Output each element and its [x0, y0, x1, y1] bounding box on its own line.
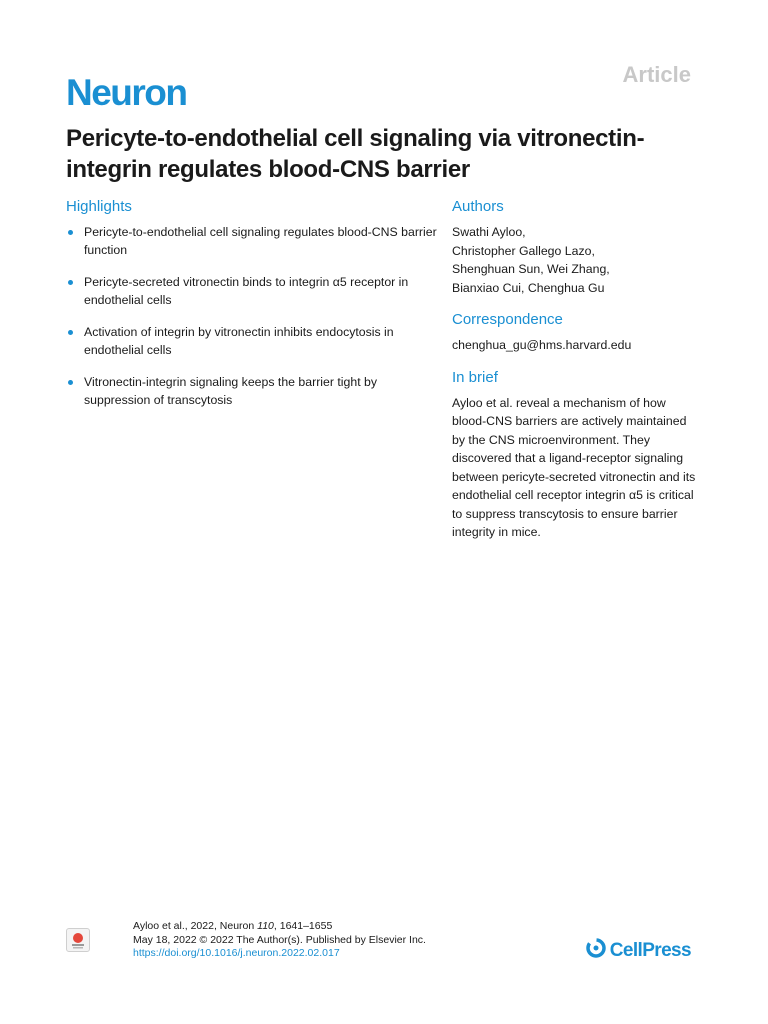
authors-section — [452, 198, 702, 297]
bullet-icon — [68, 380, 73, 385]
in-brief-section — [452, 369, 702, 542]
sidebar-column — [452, 198, 702, 556]
bullet-icon — [68, 280, 73, 285]
highlight-text: Activation of integrin by vitronectin inhibits endocytosis in endothelial cells — [84, 325, 394, 357]
highlight-item — [66, 323, 441, 359]
publisher-name: CellPress — [609, 939, 691, 961]
author-line: Shenghuan Sun, Wei Zhang, — [452, 262, 610, 276]
highlight-text: Pericyte-secreted vitronectin binds to integrin α5 receptor in endothelial cells — [84, 275, 409, 307]
highlights-section — [66, 198, 441, 423]
highlights-heading: Highlights — [66, 198, 132, 215]
authors-heading: Authors — [452, 198, 504, 215]
in-brief-text: Ayloo et al. reveal a mechanism of how blood-CNS barriers are actively maintained by the CNS microenvironment. They discovered that a ligand-receptor signaling between pericyte-secreted vitronectin and its endothelial cell receptor integrin α5 is critical to suppress transcytosis to ensure barrier integrity in mice. — [452, 395, 696, 539]
highlights-list — [66, 223, 441, 409]
author-line: Bianxiao Cui, Chenghua Gu — [452, 280, 605, 295]
author-line: Christopher Gallego Lazo, — [452, 243, 595, 258]
highlight-text: Vitronectin-integrin signaling keeps the barrier tight by suppression of transcytosis — [84, 375, 378, 407]
doi-link[interactable]: https://doi.org/10.1016/j.neuron.2022.02.017 — [133, 947, 340, 959]
citation-prefix: Ayloo et al., 2022, Neuron — [133, 920, 258, 932]
correspondence-section — [452, 311, 702, 355]
cellpress-logo-icon — [586, 938, 606, 963]
check-for-updates-icon[interactable] — [66, 928, 90, 952]
bullet-icon — [68, 330, 73, 335]
article-type-label: Article — [622, 62, 691, 87]
highlight-text: Pericyte-to-endothelial cell signaling regulates blood-CNS barrier function — [84, 225, 437, 257]
bullet-icon — [68, 230, 73, 235]
citation-line — [133, 920, 426, 934]
journal-name: Neuron — [66, 72, 187, 113]
copyright-line: May 18, 2022 © 2022 The Author(s). Published by Elsevier Inc. — [133, 933, 426, 946]
citation-volume: 110 — [257, 920, 274, 932]
citation-pages: , 1641–1655 — [273, 920, 333, 932]
highlight-item — [66, 223, 441, 259]
citation-footer — [133, 920, 426, 961]
author-line: Swathi Ayloo, — [452, 225, 526, 239]
article-title: Pericyte-to-endothelial cell signaling via vitronectin-integrin regulates blood-CNS barrier — [66, 125, 645, 183]
highlight-item — [66, 273, 441, 309]
correspondence-email[interactable]: chenghua_gu@hms.harvard.edu — [452, 338, 632, 352]
cellpress-logo[interactable] — [586, 938, 691, 963]
highlight-item — [66, 373, 441, 409]
in-brief-heading: In brief — [452, 368, 498, 386]
correspondence-heading: Correspondence — [452, 311, 563, 328]
